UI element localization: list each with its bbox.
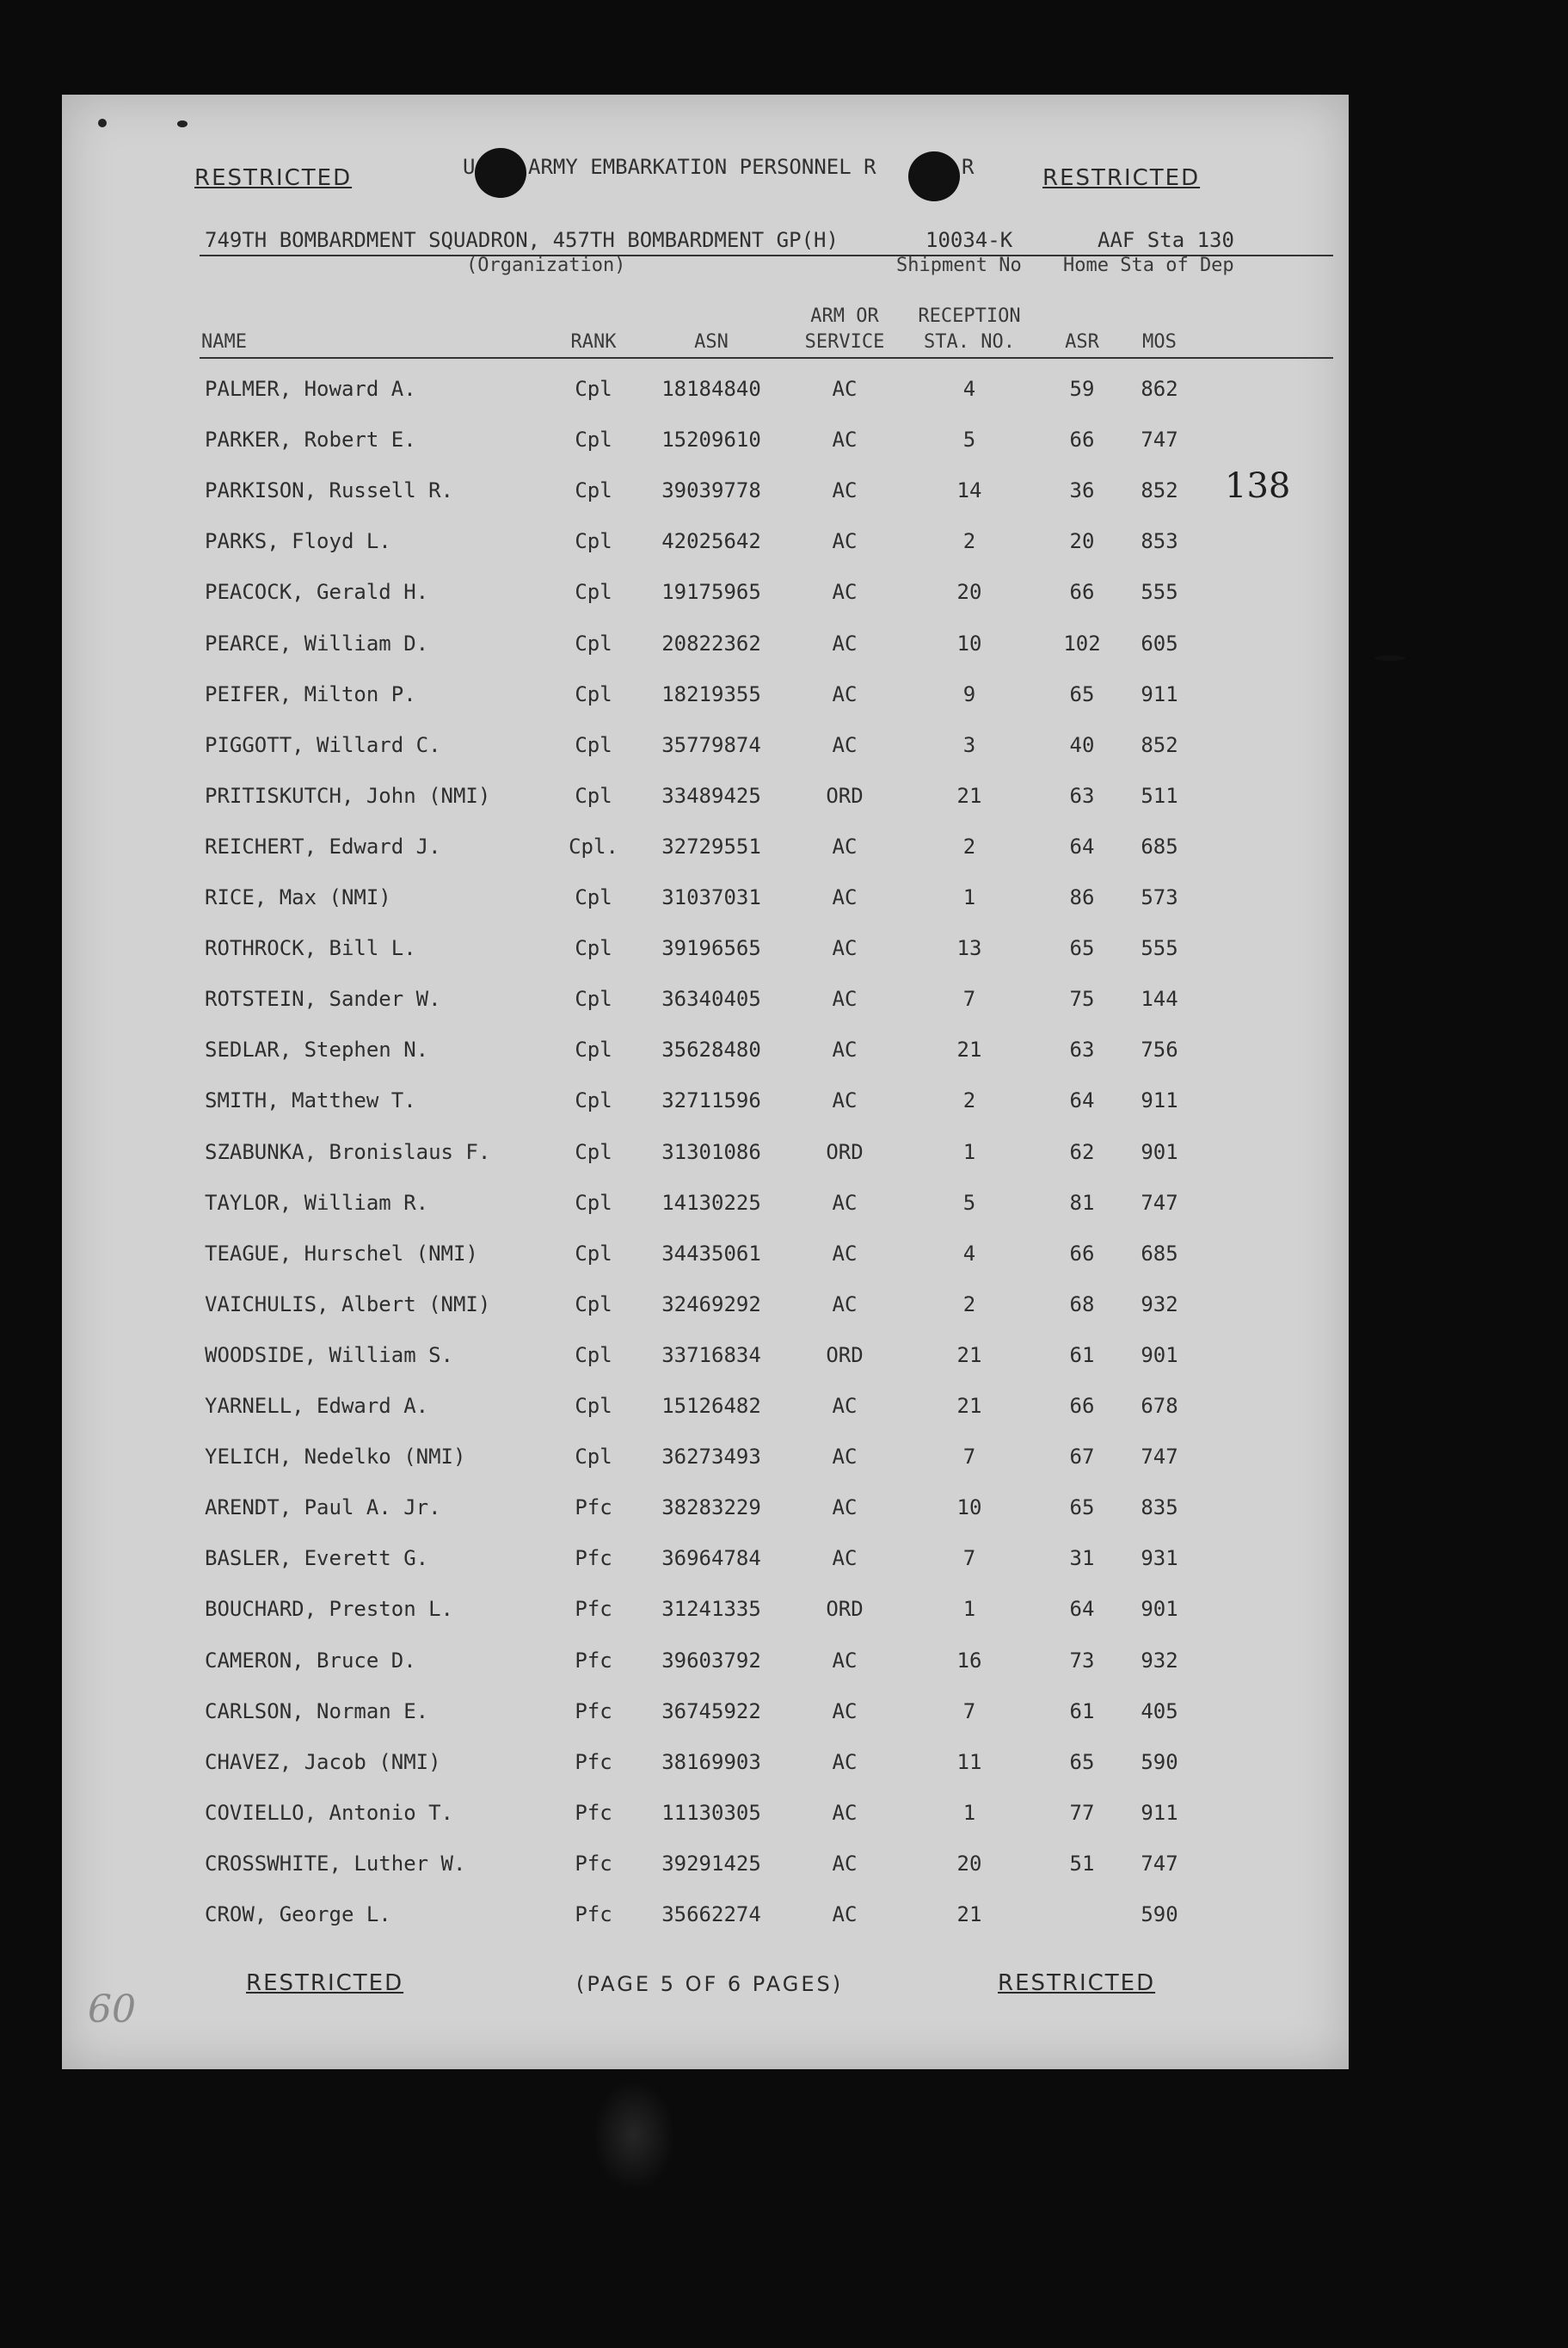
- row-arm-service: AC: [832, 1546, 858, 1571]
- row-asr: 77: [1069, 1800, 1095, 1825]
- table-row: [62, 428, 1349, 459]
- row-reception-station: 1: [962, 1800, 976, 1825]
- row-asn: 39291425: [661, 1851, 761, 1876]
- row-mos: 685: [1141, 1241, 1178, 1266]
- table-row: [62, 1343, 1349, 1374]
- column-header-reception-line1: RECEPTION: [918, 305, 1021, 327]
- table-row: [62, 1699, 1349, 1730]
- row-rank: Cpl: [575, 936, 612, 961]
- row-asn: 38169903: [661, 1749, 761, 1774]
- row-reception-station: 2: [962, 1088, 976, 1113]
- row-name: CHAVEZ, Jacob (NMI): [205, 1749, 441, 1774]
- row-asn: 39039778: [661, 478, 761, 503]
- table-row: [62, 1242, 1349, 1273]
- row-mos: 931: [1141, 1546, 1178, 1571]
- restricted-marking-top-right: RESTRICTED: [1042, 165, 1201, 191]
- row-rank: Cpl: [575, 428, 612, 453]
- row-name: ROTHROCK, Bill L.: [205, 936, 416, 961]
- row-reception-station: 13: [956, 936, 982, 961]
- table-row: [62, 1191, 1349, 1222]
- row-reception-station: 4: [962, 377, 976, 401]
- row-mos: 605: [1141, 631, 1178, 656]
- row-asr: 81: [1069, 1190, 1095, 1215]
- ink-smudge: [595, 2084, 673, 2187]
- stamp-number: 138: [1225, 466, 1291, 506]
- row-asn: 32729551: [661, 834, 761, 859]
- table-row: [62, 682, 1349, 713]
- row-name: YELICH, Nedelko (NMI): [205, 1445, 466, 1470]
- title-prefix: U: [463, 155, 476, 179]
- table-row: [62, 1546, 1349, 1577]
- table-row: [62, 1394, 1349, 1425]
- table-row: [62, 1649, 1349, 1679]
- row-rank: Cpl: [575, 1038, 612, 1063]
- table-row: [62, 936, 1349, 967]
- row-name: WOODSIDE, William S.: [205, 1342, 453, 1367]
- row-mos: 911: [1141, 681, 1178, 706]
- row-reception-station: 20: [956, 580, 982, 605]
- row-asn: 35779874: [661, 732, 761, 757]
- row-mos: 590: [1141, 1749, 1178, 1774]
- row-rank: Cpl: [575, 580, 612, 605]
- table-row: [62, 987, 1349, 1018]
- row-name: PARKISON, Russell R.: [205, 478, 453, 503]
- row-asr: 40: [1069, 732, 1095, 757]
- organization-caption: (Organization): [466, 255, 626, 276]
- row-rank: Pfc: [575, 1546, 612, 1571]
- row-asr: 66: [1069, 580, 1095, 605]
- row-rank: Cpl: [575, 783, 612, 808]
- row-mos: 511: [1141, 783, 1178, 808]
- row-name: ROTSTEIN, Sander W.: [205, 987, 441, 1012]
- row-rank: Pfc: [575, 1851, 612, 1876]
- row-rank: Cpl: [575, 478, 612, 503]
- row-reception-station: 9: [962, 681, 976, 706]
- row-arm-service: AC: [832, 732, 858, 757]
- title-suffix: R: [962, 155, 975, 179]
- row-rank: Pfc: [575, 1648, 612, 1673]
- row-mos: 911: [1141, 1800, 1178, 1825]
- row-asn: 36340405: [661, 987, 761, 1012]
- row-name: PARKER, Robert E.: [205, 428, 416, 453]
- pencil-note: 60: [88, 1987, 136, 2031]
- row-arm-service: AC: [832, 1394, 858, 1418]
- row-rank: Cpl: [575, 1241, 612, 1266]
- row-reception-station: 5: [962, 428, 976, 453]
- row-name: CAMERON, Bruce D.: [205, 1648, 416, 1673]
- row-asn: 18184840: [661, 377, 761, 401]
- column-header-arm-line2: SERVICE: [804, 331, 885, 353]
- row-asn: 38283229: [661, 1495, 761, 1520]
- row-mos: 901: [1141, 1597, 1178, 1622]
- row-name: YARNELL, Edward A.: [205, 1394, 429, 1418]
- column-header-underline: [200, 357, 1333, 359]
- row-rank: Cpl.: [569, 834, 618, 859]
- row-name: RICE, Max (NMI): [205, 885, 391, 909]
- row-arm-service: AC: [832, 1241, 858, 1266]
- row-asr: 102: [1063, 631, 1101, 656]
- row-mos: 555: [1141, 580, 1178, 605]
- row-asr: 65: [1069, 681, 1095, 706]
- row-asr: 66: [1069, 428, 1095, 453]
- row-reception-station: 7: [962, 987, 976, 1012]
- row-arm-service: AC: [832, 1445, 858, 1470]
- row-rank: Pfc: [575, 1800, 612, 1825]
- row-reception-station: 2: [962, 529, 976, 554]
- restricted-marking-bottom-left: RESTRICTED: [246, 1970, 404, 1996]
- row-reception-station: 3: [962, 732, 976, 757]
- ink-blot-left: [475, 148, 526, 198]
- row-name: REICHERT, Edward J.: [205, 834, 441, 859]
- row-rank: Cpl: [575, 987, 612, 1012]
- row-name: CROSSWHITE, Luther W.: [205, 1851, 466, 1876]
- row-name: PALMER, Howard A.: [205, 377, 416, 401]
- column-header-reception-line2: STA. NO.: [924, 331, 1015, 353]
- table-row: [62, 733, 1349, 764]
- row-mos: 747: [1141, 1190, 1178, 1215]
- row-asn: 32711596: [661, 1088, 761, 1113]
- row-name: SEDLAR, Stephen N.: [205, 1038, 429, 1063]
- row-rank: Cpl: [575, 885, 612, 909]
- row-rank: Cpl: [575, 1342, 612, 1367]
- table-row: [62, 632, 1349, 662]
- shipment-caption: Shipment No: [896, 255, 1022, 276]
- row-rank: Cpl: [575, 1088, 612, 1113]
- table-row: [62, 1038, 1349, 1069]
- row-asn: 33716834: [661, 1342, 761, 1367]
- row-asr: 62: [1069, 1139, 1095, 1164]
- row-asr: 61: [1069, 1342, 1095, 1367]
- row-mos: 590: [1141, 1902, 1178, 1926]
- row-mos: 555: [1141, 936, 1178, 961]
- row-name: COVIELLO, Antonio T.: [205, 1800, 453, 1825]
- row-arm-service: AC: [832, 1495, 858, 1520]
- row-asn: 35628480: [661, 1038, 761, 1063]
- table-row: [62, 1292, 1349, 1323]
- row-reception-station: 14: [956, 478, 982, 503]
- row-arm-service: AC: [832, 1088, 858, 1113]
- row-mos: 747: [1141, 428, 1178, 453]
- row-arm-service: AC: [832, 1648, 858, 1673]
- row-name: ARENDT, Paul A. Jr.: [205, 1495, 441, 1520]
- row-mos: 747: [1141, 1445, 1178, 1470]
- row-arm-service: AC: [832, 885, 858, 909]
- row-arm-service: AC: [832, 631, 858, 656]
- table-row: [62, 1597, 1349, 1628]
- row-arm-service: AC: [832, 377, 858, 401]
- row-reception-station: 2: [962, 1291, 976, 1316]
- row-rank: Pfc: [575, 1902, 612, 1926]
- home-station: AAF Sta 130: [1098, 228, 1234, 252]
- row-reception-station: 21: [956, 1038, 982, 1063]
- row-asn: 36745922: [661, 1698, 761, 1723]
- table-row: [62, 1902, 1349, 1933]
- row-asr: 59: [1069, 377, 1095, 401]
- row-rank: Cpl: [575, 1139, 612, 1164]
- row-mos: 144: [1141, 987, 1178, 1012]
- row-asn: 35662274: [661, 1902, 761, 1926]
- column-header-asr: ASR: [1065, 331, 1099, 353]
- row-asn: 36273493: [661, 1445, 761, 1470]
- table-row: [62, 1852, 1349, 1883]
- row-rank: Pfc: [575, 1749, 612, 1774]
- row-name: TAYLOR, William R.: [205, 1190, 429, 1215]
- row-arm-service: AC: [832, 1190, 858, 1215]
- row-reception-station: 1: [962, 885, 976, 909]
- row-asn: 32469292: [661, 1291, 761, 1316]
- row-name: CROW, George L.: [205, 1902, 391, 1926]
- column-header-name: NAME: [201, 331, 247, 353]
- table-row: [62, 1088, 1349, 1119]
- table-row: [62, 529, 1349, 560]
- row-reception-station: 1: [962, 1139, 976, 1164]
- column-header-rank: RANK: [570, 331, 617, 353]
- row-mos: 932: [1141, 1648, 1178, 1673]
- row-arm-service: AC: [832, 1851, 858, 1876]
- paper-speck: [177, 120, 188, 127]
- row-name: SMITH, Matthew T.: [205, 1088, 416, 1113]
- row-reception-station: 5: [962, 1190, 976, 1215]
- table-row: [62, 835, 1349, 866]
- row-asn: 31241335: [661, 1597, 761, 1622]
- row-asn: 31037031: [661, 885, 761, 909]
- row-reception-station: 1: [962, 1597, 976, 1622]
- row-reception-station: 11: [956, 1749, 982, 1774]
- row-asr: 63: [1069, 1038, 1095, 1063]
- row-rank: Pfc: [575, 1597, 612, 1622]
- restricted-marking-top-left: RESTRICTED: [194, 165, 353, 191]
- table-row: [62, 885, 1349, 916]
- row-asn: 42025642: [661, 529, 761, 554]
- row-asn: 15126482: [661, 1394, 761, 1418]
- row-rank: Cpl: [575, 681, 612, 706]
- row-mos: 901: [1141, 1342, 1178, 1367]
- row-asn: 34435061: [661, 1241, 761, 1266]
- row-mos: 911: [1141, 1088, 1178, 1113]
- row-mos: 835: [1141, 1495, 1178, 1520]
- row-mos: 678: [1141, 1394, 1178, 1418]
- row-name: PIGGOTT, Willard C.: [205, 732, 441, 757]
- row-reception-station: 21: [956, 1902, 982, 1926]
- row-arm-service: AC: [832, 834, 858, 859]
- row-asr: 65: [1069, 936, 1095, 961]
- row-arm-service: ORD: [826, 783, 864, 808]
- row-asr: 68: [1069, 1291, 1095, 1316]
- row-arm-service: AC: [832, 580, 858, 605]
- row-arm-service: AC: [832, 936, 858, 961]
- column-header-arm-line1: ARM OR: [810, 305, 879, 327]
- row-mos: 852: [1141, 732, 1178, 757]
- row-name: TEAGUE, Hurschel (NMI): [205, 1241, 478, 1266]
- row-asr: 64: [1069, 1088, 1095, 1113]
- row-name: PEACOCK, Gerald H.: [205, 580, 429, 605]
- row-rank: Cpl: [575, 377, 612, 401]
- row-mos: 685: [1141, 834, 1178, 859]
- row-asr: 66: [1069, 1394, 1095, 1418]
- background-speck: [1374, 656, 1405, 661]
- row-rank: Cpl: [575, 1394, 612, 1418]
- row-asr: 51: [1069, 1851, 1095, 1876]
- row-name: PARKS, Floyd L.: [205, 529, 391, 554]
- row-asr: 36: [1069, 478, 1095, 503]
- row-asn: 39603792: [661, 1648, 761, 1673]
- row-arm-service: AC: [832, 1291, 858, 1316]
- row-asn: 15209610: [661, 428, 761, 453]
- row-mos: 852: [1141, 478, 1178, 503]
- row-rank: Cpl: [575, 631, 612, 656]
- document-title: ARMY EMBARKATION PERSONNEL R: [528, 155, 876, 179]
- organization-unit: 749TH BOMBARDMENT SQUADRON, 457TH BOMBARDMENT GP(H): [205, 228, 839, 252]
- row-asr: 75: [1069, 987, 1095, 1012]
- row-mos: 573: [1141, 885, 1178, 909]
- row-mos: 756: [1141, 1038, 1178, 1063]
- row-arm-service: AC: [832, 529, 858, 554]
- table-row: [62, 580, 1349, 611]
- row-reception-station: 4: [962, 1241, 976, 1266]
- table-row: [62, 478, 1349, 509]
- table-row: [62, 1495, 1349, 1526]
- station-caption: Home Sta of Dep: [1063, 255, 1234, 276]
- row-mos: 853: [1141, 529, 1178, 554]
- page-indicator: (PAGE 5 OF 6 PAGES): [576, 1972, 844, 1996]
- row-asr: 86: [1069, 885, 1095, 909]
- row-name: SZABUNKA, Bronislaus F.: [205, 1139, 491, 1164]
- row-reception-station: 21: [956, 1342, 982, 1367]
- table-row: [62, 377, 1349, 408]
- row-arm-service: ORD: [826, 1597, 864, 1622]
- row-arm-service: AC: [832, 1902, 858, 1926]
- row-rank: Cpl: [575, 1445, 612, 1470]
- row-asn: 33489425: [661, 783, 761, 808]
- row-name: VAICHULIS, Albert (NMI): [205, 1291, 491, 1316]
- row-asr: 64: [1069, 834, 1095, 859]
- column-header-asn: ASN: [694, 331, 729, 353]
- row-name: BOUCHARD, Preston L.: [205, 1597, 453, 1622]
- shipment-number: 10034-K: [925, 228, 1013, 252]
- row-mos: 901: [1141, 1139, 1178, 1164]
- row-asn: 31301086: [661, 1139, 761, 1164]
- table-row: [62, 1445, 1349, 1476]
- row-reception-station: 20: [956, 1851, 982, 1876]
- row-arm-service: ORD: [826, 1139, 864, 1164]
- row-name: PEIFER, Milton P.: [205, 681, 416, 706]
- row-rank: Cpl: [575, 529, 612, 554]
- table-row: [62, 1750, 1349, 1781]
- row-name: PRITISKUTCH, John (NMI): [205, 783, 491, 808]
- row-asn: 11130305: [661, 1800, 761, 1825]
- row-mos: 747: [1141, 1851, 1178, 1876]
- row-asn: 20822362: [661, 631, 761, 656]
- row-asn: 14130225: [661, 1190, 761, 1215]
- row-reception-station: 10: [956, 631, 982, 656]
- row-reception-station: 7: [962, 1445, 976, 1470]
- paper-speck: [98, 119, 107, 127]
- row-arm-service: AC: [832, 1698, 858, 1723]
- row-reception-station: 21: [956, 1394, 982, 1418]
- column-header-mos: MOS: [1142, 331, 1177, 353]
- row-name: CARLSON, Norman E.: [205, 1698, 429, 1723]
- table-row: [62, 784, 1349, 815]
- table-row: [62, 1801, 1349, 1832]
- row-asn: 19175965: [661, 580, 761, 605]
- row-name: BASLER, Everett G.: [205, 1546, 429, 1571]
- row-mos: 932: [1141, 1291, 1178, 1316]
- row-reception-station: 21: [956, 783, 982, 808]
- row-arm-service: AC: [832, 681, 858, 706]
- row-asr: 20: [1069, 529, 1095, 554]
- row-rank: Cpl: [575, 732, 612, 757]
- restricted-marking-bottom-right: RESTRICTED: [998, 1970, 1156, 1996]
- row-asn: 18219355: [661, 681, 761, 706]
- row-reception-station: 16: [956, 1648, 982, 1673]
- row-reception-station: 7: [962, 1698, 976, 1723]
- row-rank: Cpl: [575, 1190, 612, 1215]
- row-arm-service: AC: [832, 1749, 858, 1774]
- document-page: [62, 95, 1349, 2069]
- row-arm-service: AC: [832, 987, 858, 1012]
- row-arm-service: AC: [832, 428, 858, 453]
- row-asr: 66: [1069, 1241, 1095, 1266]
- row-asr: 61: [1069, 1698, 1095, 1723]
- row-arm-service: AC: [832, 478, 858, 503]
- row-reception-station: 10: [956, 1495, 982, 1520]
- row-rank: Pfc: [575, 1698, 612, 1723]
- row-arm-service: ORD: [826, 1342, 864, 1367]
- row-asr: 73: [1069, 1648, 1095, 1673]
- row-asr: 67: [1069, 1445, 1095, 1470]
- row-rank: Cpl: [575, 1291, 612, 1316]
- row-asn: 39196565: [661, 936, 761, 961]
- row-asr: 65: [1069, 1495, 1095, 1520]
- row-rank: Pfc: [575, 1495, 612, 1520]
- row-reception-station: 2: [962, 834, 976, 859]
- row-mos: 862: [1141, 377, 1178, 401]
- row-asr: 63: [1069, 783, 1095, 808]
- row-arm-service: AC: [832, 1038, 858, 1063]
- row-arm-service: AC: [832, 1800, 858, 1825]
- row-reception-station: 7: [962, 1546, 976, 1571]
- table-row: [62, 1140, 1349, 1171]
- row-asr: 64: [1069, 1597, 1095, 1622]
- row-name: PEARCE, William D.: [205, 631, 429, 656]
- row-asn: 36964784: [661, 1546, 761, 1571]
- ink-blot-right: [908, 151, 960, 201]
- row-asr: 65: [1069, 1749, 1095, 1774]
- row-mos: 405: [1141, 1698, 1178, 1723]
- row-asr: 31: [1069, 1546, 1095, 1571]
